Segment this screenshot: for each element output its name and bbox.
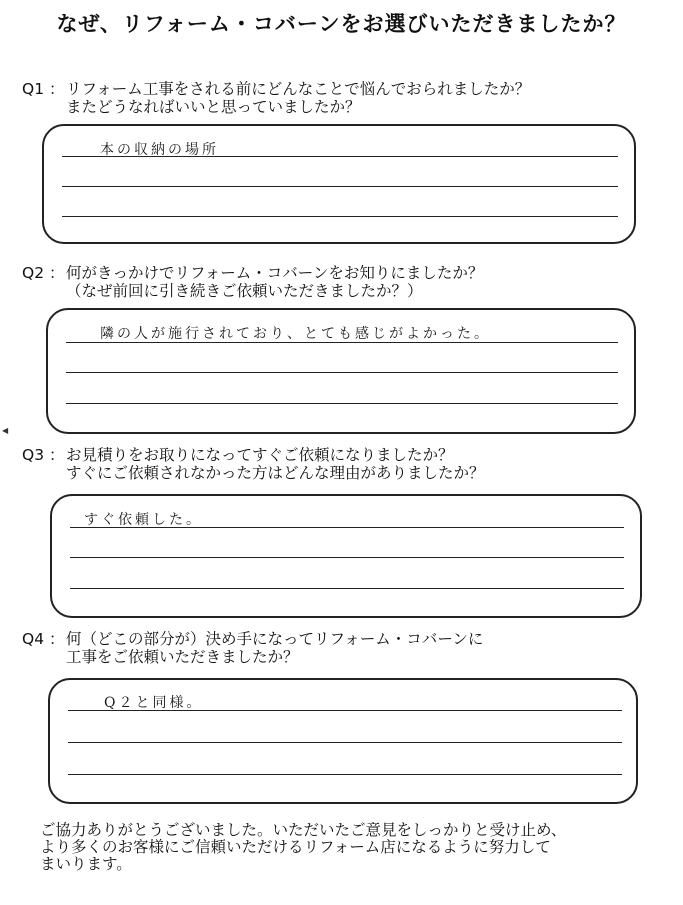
question-number: Q2 ： [22,264,65,282]
closing-line-3: まいります。 [40,855,132,873]
question-text-line2: すぐにご依頼されなかった方はどんな理由がありましたか？ [66,464,485,482]
question-3 [22,446,485,482]
question-4 [22,630,483,666]
question-text-line1: お見積りをお取りになってすぐご依頼になりましたか？ [66,446,454,464]
closing-message [40,822,566,873]
question-1 [22,80,530,116]
answer-rule [66,372,618,373]
question-text-line2: またどうなればいいと思っていましたか？ [66,98,361,116]
answer-rule [66,403,618,404]
handwritten-answer-2: 隣の人が施行されており、とても感じがよかった。 [100,326,491,342]
handwritten-answer-1: 本の収納の場所 [100,142,219,158]
question-text-line1: 何がきっかけでリフォーム・コバーンをお知りにましたか？ [66,264,484,282]
handwritten-answer-4: Q２と同様。 [104,695,204,711]
closing-line-2: より多くのお客様にご信頼いただけるリフォーム店になるように努力して [40,838,551,856]
question-number: Q3 ： [22,446,65,464]
margin-arrow-icon: ◀ [2,426,9,435]
handwritten-answer-3: すぐ依頼した。 [84,512,203,528]
answer-rule [70,588,624,589]
question-number: Q4 ： [22,630,65,648]
page-title: なぜ、リフォーム・コバーンをお選びいただきましたか？ [56,12,627,36]
question-text-line1: 何（どこの部分が）決め手になってリフォーム・コバーンに [66,630,484,648]
question-text-line2: （なぜ前回に引き続きご依頼いただきましたか？） [66,282,423,300]
answer-rule [68,742,622,743]
answer-rule [68,774,622,775]
answer-rule [62,216,618,217]
answer-rule [70,557,624,558]
closing-line-1: ご協力ありがとうございました。いただいたご意見をしっかりと受け止め、 [40,821,567,839]
question-text-line1: リフォーム工事をされる前にどんなことで悩んでおられましたか？ [66,80,531,98]
question-2 [22,264,483,300]
question-number: Q1 ： [22,80,65,98]
question-text-line2: 工事をご依頼いただきましたか？ [66,648,299,666]
answer-rule [62,186,618,187]
